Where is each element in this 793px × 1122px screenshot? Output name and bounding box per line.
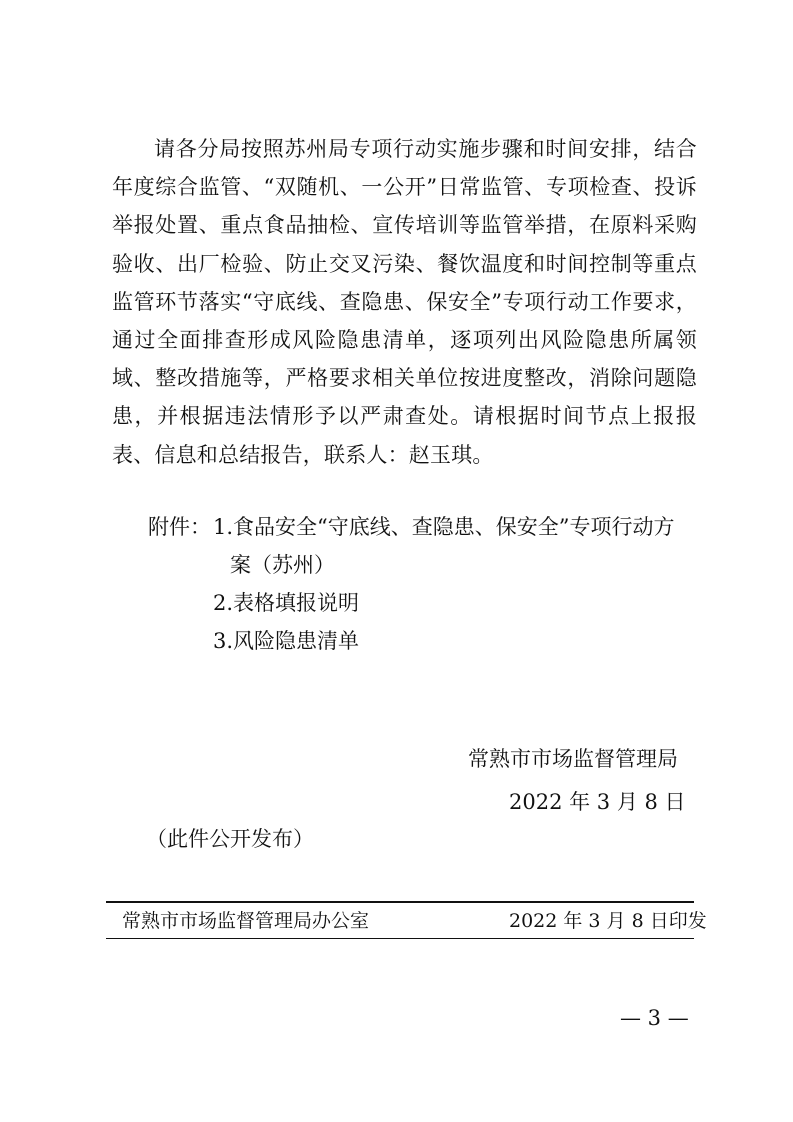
publish-note: （此件公开发布） [146, 827, 314, 851]
attachment-row-1-continued [148, 546, 708, 584]
footer-issue-date: 2022 年 3 月 8 日印发 [509, 910, 707, 932]
signature-date: 2022 年 3 月 8 日 [509, 790, 686, 814]
attachment-item-3: 3.风险隐患清单 [213, 629, 360, 653]
attachment-row-2 [148, 584, 708, 622]
attachment-row-1 [148, 508, 708, 546]
footer-issuer: 常熟市市场监督管理局办公室 [122, 910, 370, 932]
attachments-label: 附件： [148, 515, 211, 539]
signature-organization: 常熟市市场监督管理局 [468, 747, 678, 771]
attachments-section [148, 508, 708, 660]
body-paragraph: 请各分局按照苏州局专项行动实施步骤和时间安排，结合年度综合监管、“双随机、一公开”日常监管、专项检查、投诉举报处置、重点食品抽检、宣传培训等监管举措，在原料采购验收、出厂检验、防止交叉污染、餐饮温度和时间控制等重点监管环节落实“守底线、查隐患、保安全”专项行动工作要求，通过全面排查形成风险隐患清单，逐项列出风险隐患所属领域、整改措施等，严格要求相关单位按进度整改，消除问题隐患，并根据违法情形予以严肃查处。请根据时间节点上报报表、信息和总结报告，联系人：赵玉琪。 [112, 137, 697, 467]
footer-bottom-rule [106, 938, 694, 939]
footer-top-rule [106, 901, 694, 903]
attachment-item-2: 2.表格填报说明 [213, 591, 360, 615]
page-number: — 3 — [620, 1006, 689, 1030]
attachment-item-1: 1.食品安全“守底线、查隐患、保安全”专项行动方 [213, 515, 675, 539]
attachment-row-3 [148, 622, 708, 660]
attachment-item-1-continued: 案（苏州） [230, 553, 335, 577]
